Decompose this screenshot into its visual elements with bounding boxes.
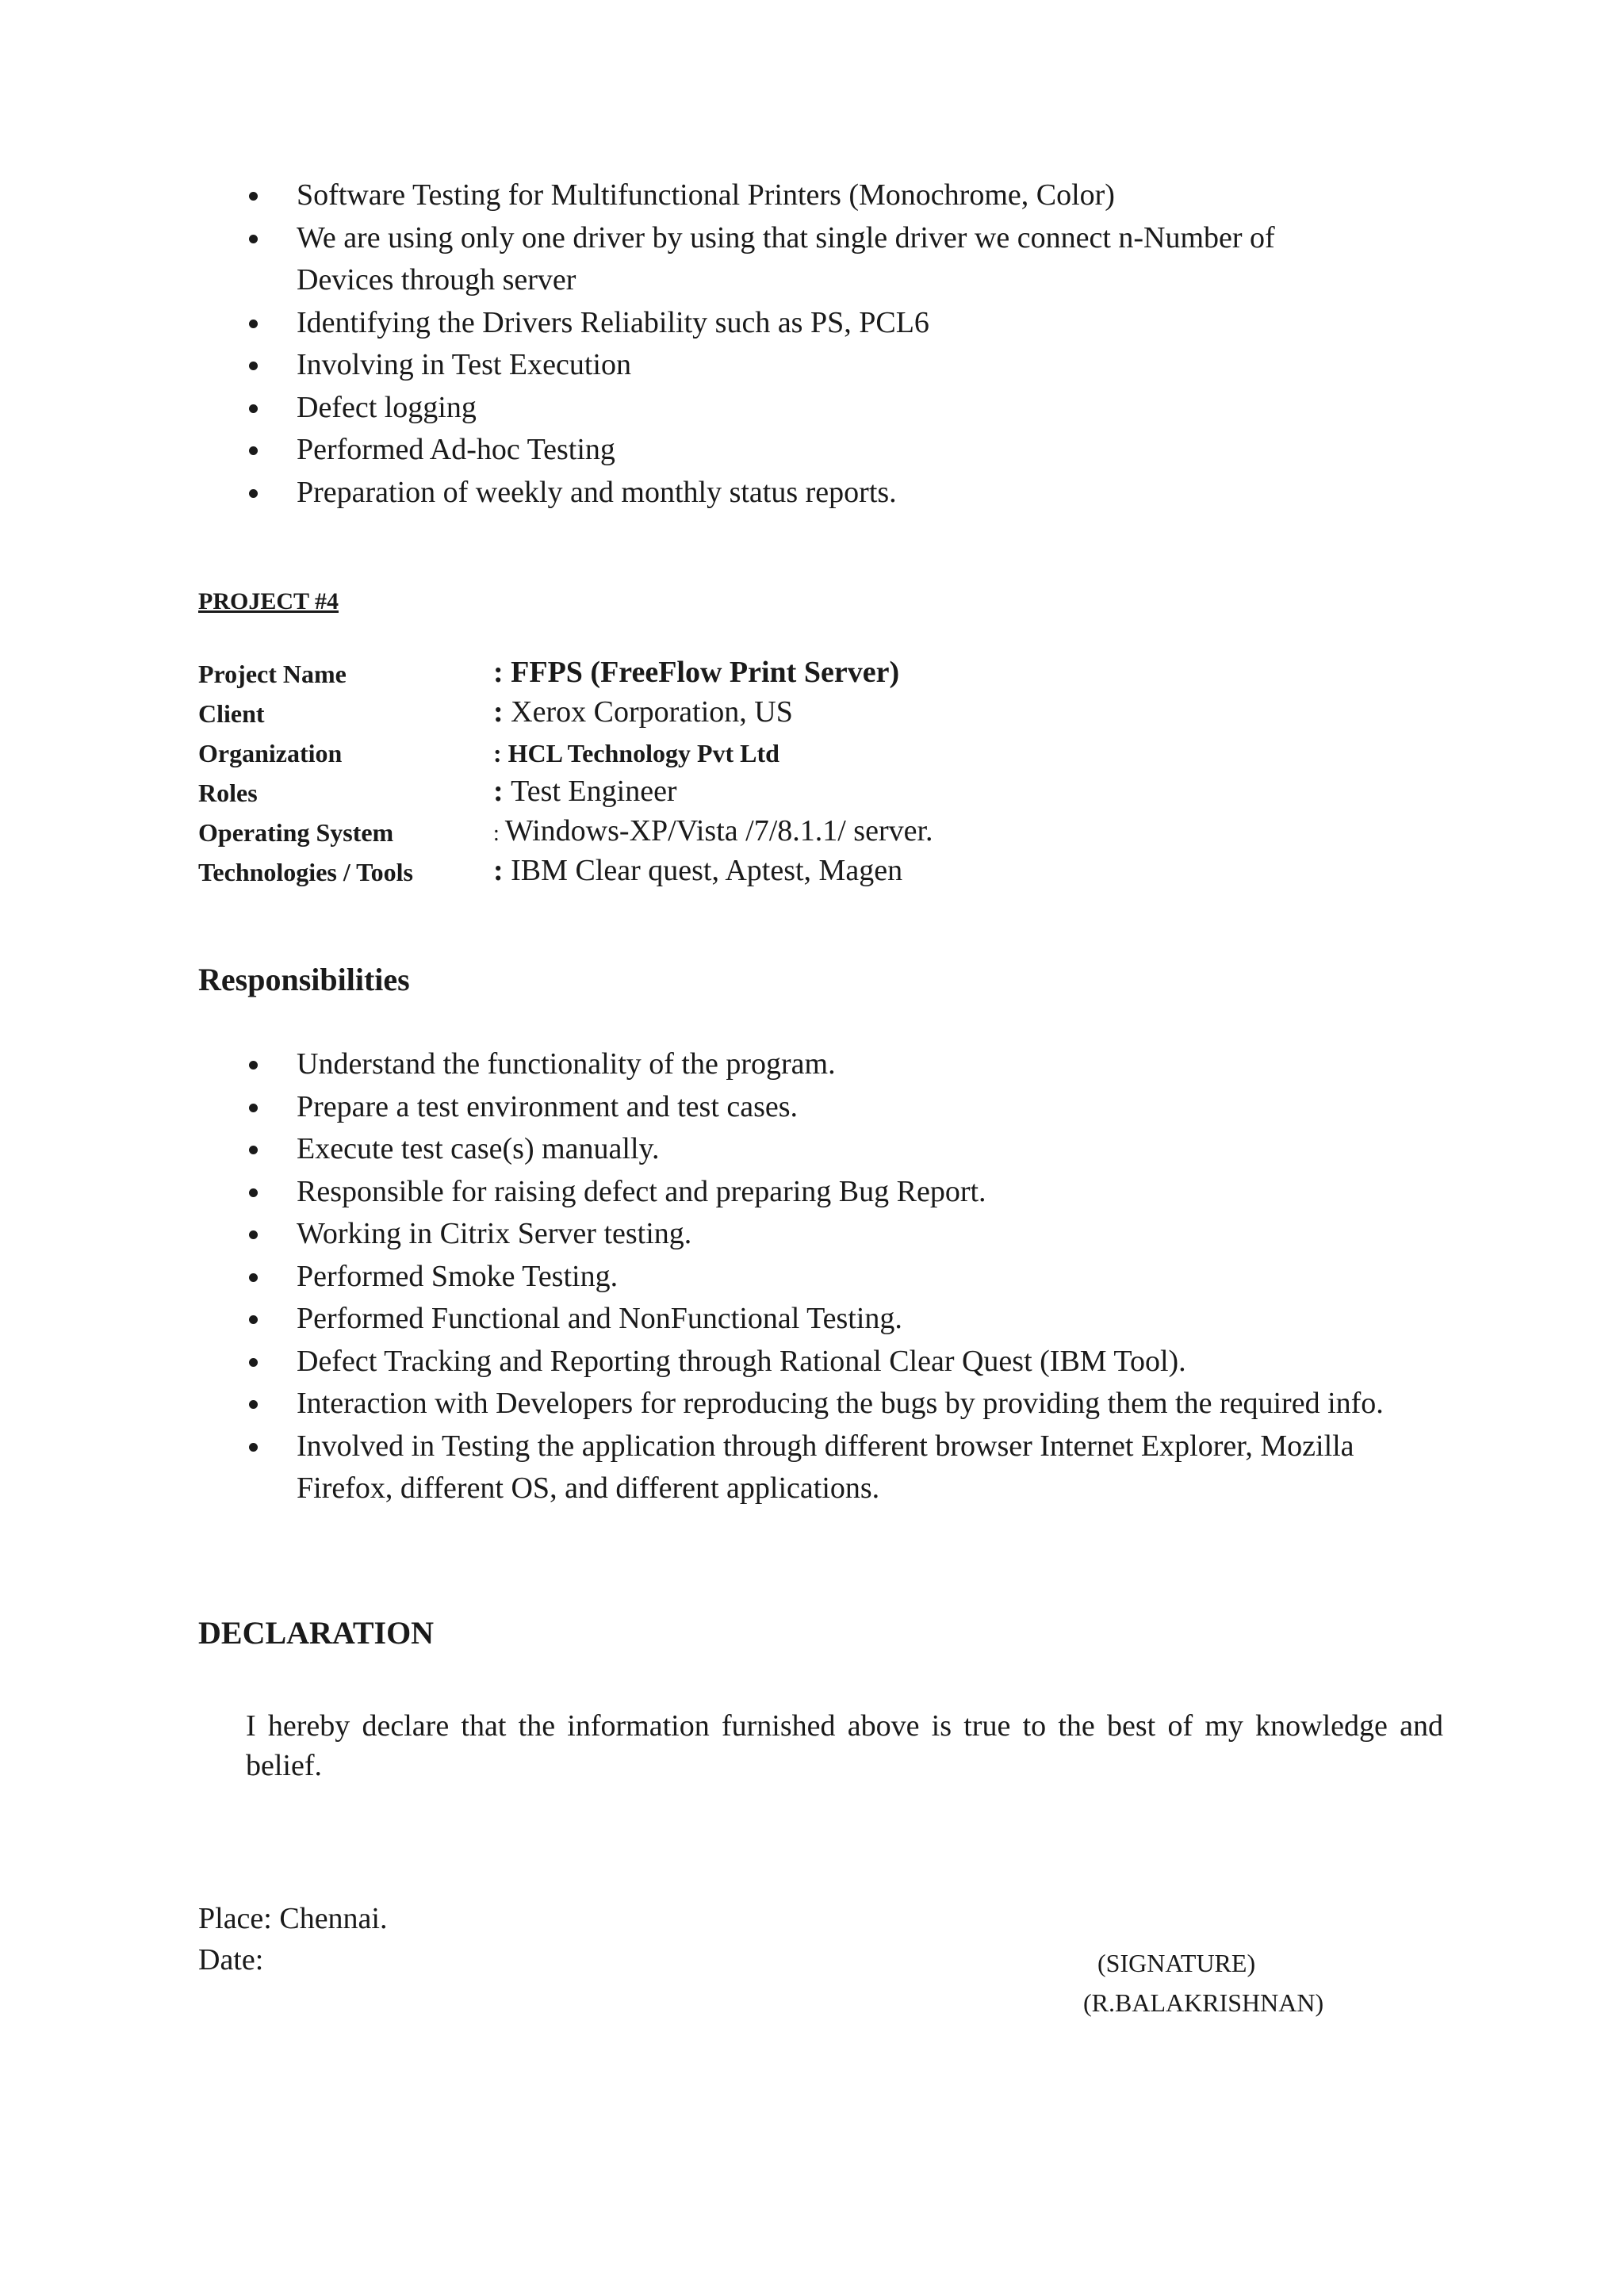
responsibilities-list <box>246 1043 1443 1510</box>
list-item: Involved in Testing the application through different browser Internet Explorer, Mozilla Firefox, different OS, and different applications. <box>246 1425 1443 1510</box>
detail-value-text: IBM Clear quest, Aptest, Magen <box>511 854 903 887</box>
declaration-text: I hereby declare that the information furnished above is true to the best of my knowledge and belief. <box>246 1709 1443 1782</box>
detail-value-text: Xerox Corporation, US <box>511 695 793 729</box>
list-item: Understand the functionality of the program. <box>246 1043 1443 1086</box>
detail-value-text: Test Engineer <box>511 775 677 808</box>
detail-value: : Windows-XP/Vista /7/8.1.1/ server. <box>493 814 933 848</box>
list-item: Defect Tracking and Reporting through Rational Clear Quest (IBM Tool). <box>246 1341 1443 1383</box>
place-line: Place: Chennai. <box>198 1902 388 1935</box>
list-item: Identifying the Drivers Reliability such as PS, PCL6 <box>246 302 1340 345</box>
detail-label: Organization <box>198 739 343 767</box>
detail-value-text: Windows-XP/Vista /7/8.1.1/ server. <box>504 814 933 848</box>
detail-value: : FFPS (FreeFlow Print Server) <box>493 656 900 689</box>
list-item: Preparation of weekly and monthly status reports. <box>246 472 1340 515</box>
list-item: Prepare a test environment and test cases. <box>246 1086 1443 1129</box>
detail-value-text: HCL Technology Pvt Ltd <box>508 739 779 767</box>
list-item: We are using only one driver by using that single driver we connect n-Number of Devices through server <box>246 217 1340 302</box>
list-item: Involving in Test Execution <box>246 344 1340 387</box>
detail-value: : Xerox Corporation, US <box>493 695 793 729</box>
list-item: Performed Functional and NonFunctional Testing. <box>246 1298 1443 1341</box>
detail-label: Roles <box>198 779 258 807</box>
list-item: Software Testing for Multifunctional Printers (Monochrome, Color) <box>246 174 1340 217</box>
signatory-name: (R.BALAKRISHNAN) <box>1083 1988 1324 2017</box>
detail-label: Project Name <box>198 660 347 688</box>
detail-value: : HCL Technology Pvt Ltd <box>493 739 779 767</box>
list-item: Defect logging <box>246 387 1340 430</box>
detail-label: Technologies / Tools <box>198 858 413 886</box>
top-bullet-list <box>246 174 1340 514</box>
list-item: Responsible for raising defect and preparing Bug Report. <box>246 1171 1443 1214</box>
declaration-heading: DECLARATION <box>198 1615 435 1651</box>
detail-value: : IBM Clear quest, Aptest, Magen <box>493 854 903 887</box>
list-item: Working in Citrix Server testing. <box>246 1213 1443 1256</box>
list-item: Performed Ad-hoc Testing <box>246 429 1340 472</box>
list-item: Interaction with Developers for reproducing the bugs by providing them the required info. <box>246 1383 1443 1425</box>
list-item: Execute test case(s) manually. <box>246 1128 1443 1171</box>
signature-label: (SIGNATURE) <box>1097 1949 1256 1977</box>
responsibilities-heading: Responsibilities <box>198 962 410 997</box>
detail-value: : Test Engineer <box>493 775 677 808</box>
detail-label: Operating System <box>198 818 394 847</box>
project-heading: PROJECT #4 <box>198 588 339 614</box>
list-item: Performed Smoke Testing. <box>246 1256 1443 1299</box>
detail-value-text: FFPS (FreeFlow Print Server) <box>511 656 900 689</box>
date-line: Date: <box>198 1943 264 1976</box>
detail-label: Client <box>198 699 265 728</box>
